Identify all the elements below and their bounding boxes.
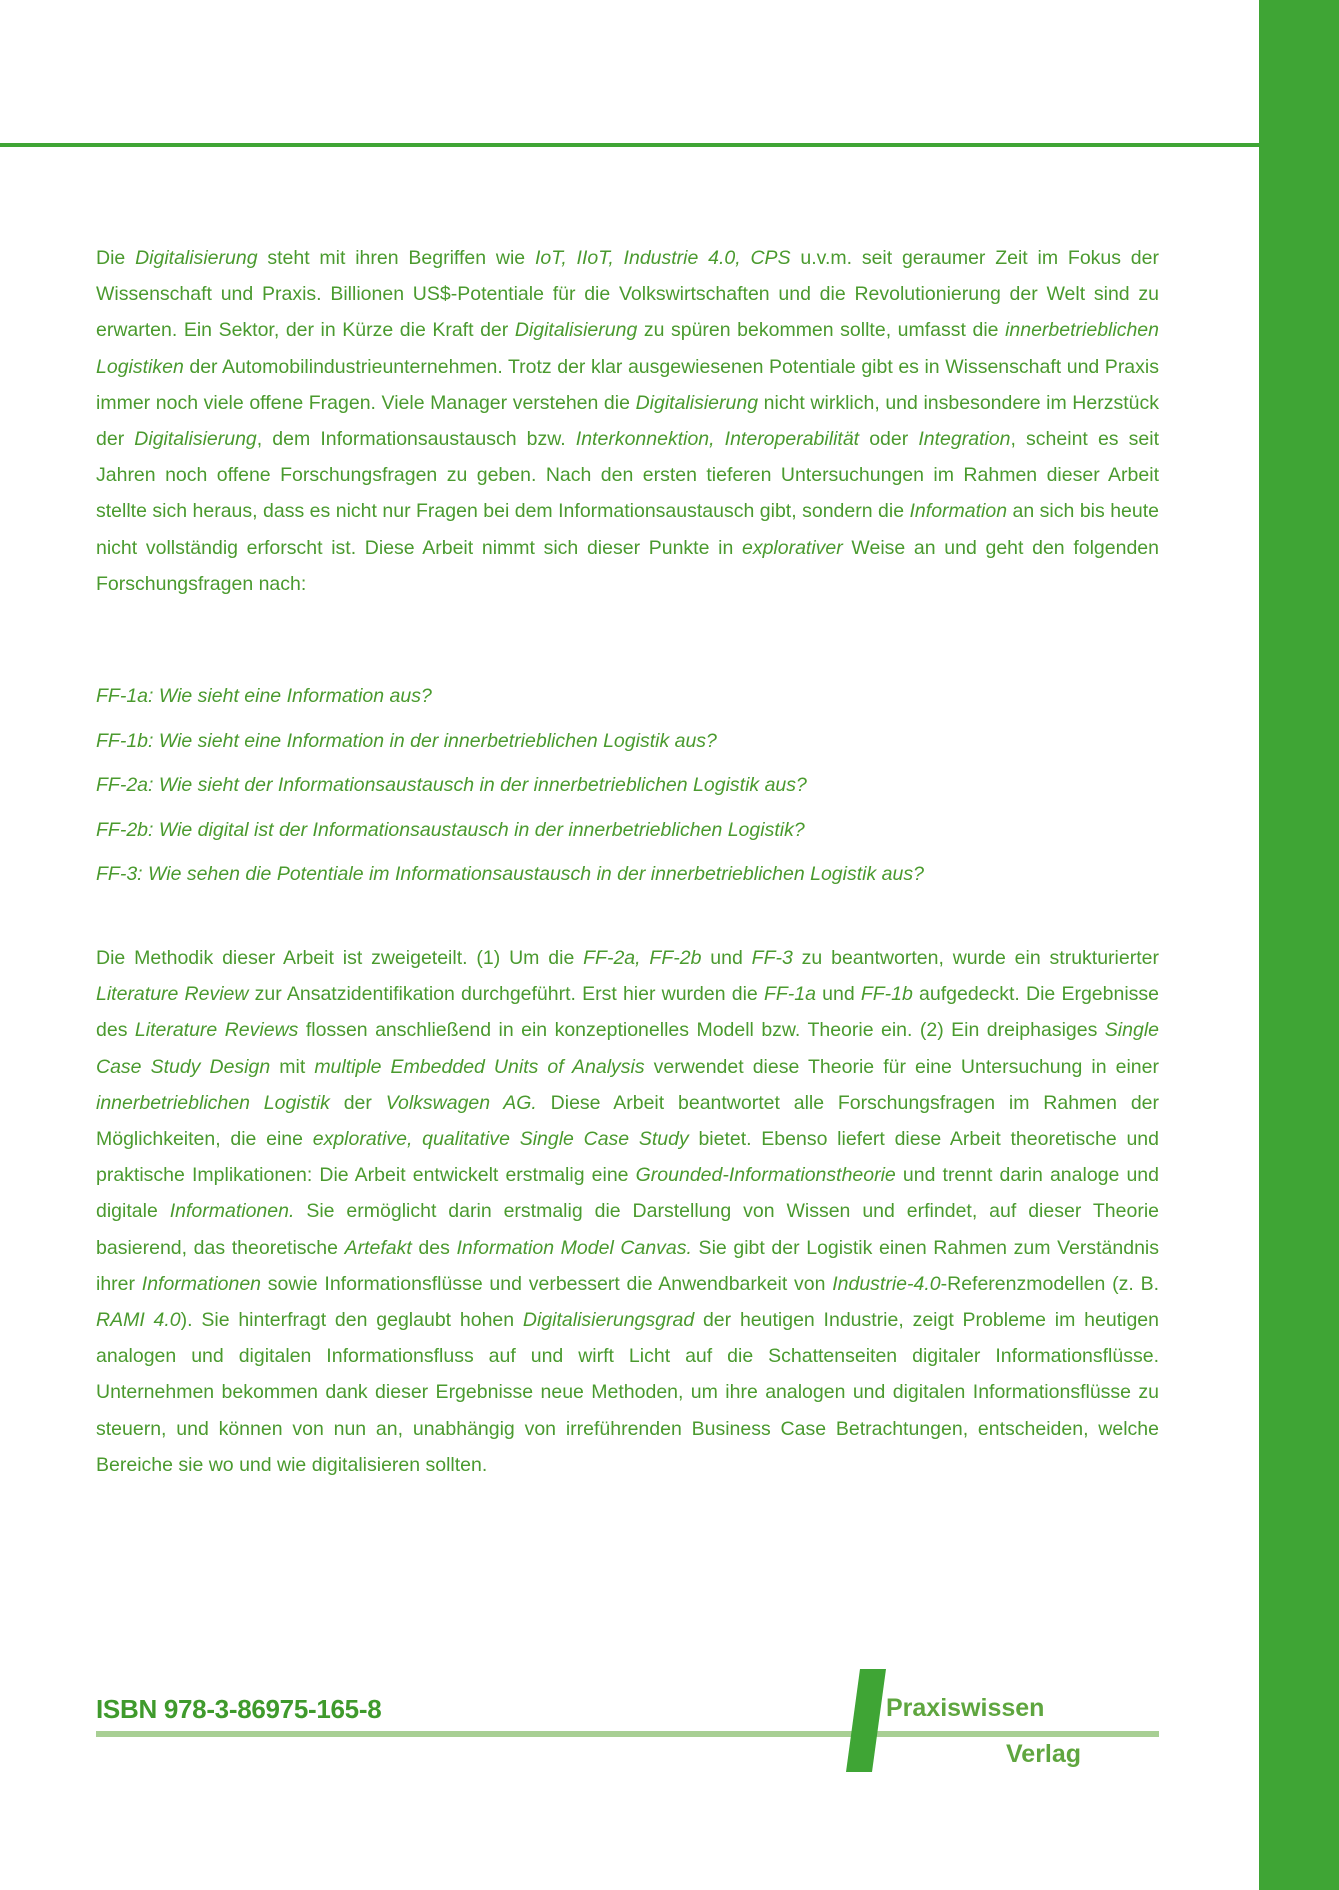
emphasized-text: FF-3 — [751, 947, 793, 969]
emphasized-text: Volkswagen AG. — [385, 1091, 537, 1114]
text-segment: -Referenzmodellen (z. B. — [940, 1272, 1159, 1295]
side-color-band — [1259, 0, 1339, 1890]
text-segment: , dem Informationsaustausch bzw. — [256, 428, 576, 451]
text-segment: der Automobilindustrieunternehmen. Trotz der klar ausgewiesenen Potentiale gibt es in Wissenschaft und Praxis immer noch viele offene Fragen. Viele Manager verstehen die — [96, 355, 1159, 414]
research-questions-list — [96, 674, 1159, 897]
text-segment: Die — [96, 247, 136, 269]
publisher-name-line2: Verlag — [1006, 1740, 1082, 1768]
emphasized-text: Literature Review — [96, 983, 249, 1006]
emphasized-text: FF-2a, FF-2b — [583, 947, 702, 969]
text-segment: des — [411, 1236, 457, 1259]
text-segment: mit — [270, 1055, 315, 1078]
emphasized-text: Information — [909, 500, 1008, 523]
bottom-divider — [96, 1731, 1159, 1737]
top-divider — [0, 143, 1259, 147]
emphasized-text: Digitalisierungsgrad — [522, 1309, 695, 1332]
text-segment: der heutigen Industrie, zeigt Probleme im heutigen analogen und digitalen Informationsfluss auf und wirft Licht auf die Schattenseiten digitaler Informationsflüsse. Unternehmen bekommen dank dieser Ergebnisse neue Methoden, um ihre analogen und digitalen Informationsflüsse zu steuern, und können von nun an, unabhängig von irreführenden Business Case Betrachtungen, entscheiden, welche Bereiche sie wo und wie digitalisieren sollten. — [96, 1309, 1159, 1476]
research-question: FF-2a: Wie sieht der Informationsaustausch in der innerbetrieblichen Logistik aus? — [96, 774, 807, 796]
emphasized-text: explorative, qualitative Single Case Study — [312, 1128, 689, 1151]
emphasized-text: RAMI 4.0 — [96, 1309, 181, 1332]
emphasized-text: innerbetrieblichen Logistiken — [96, 319, 1159, 378]
method-paragraph — [96, 940, 1159, 1483]
text-segment: verwendet diese Theorie für eine Untersuchung in einer — [644, 1055, 1159, 1078]
text-segment: Die Methodik dieser Arbeit ist zweigeteilt. (1) Um die — [96, 947, 584, 969]
emphasized-text: Artefakt — [344, 1236, 412, 1259]
emphasized-text: explorativer — [741, 536, 843, 559]
emphasized-text: Grounded-Informationstheorie — [635, 1164, 896, 1187]
text-segment: nicht wirklich, und insbesondere im Herzstück der — [96, 391, 1159, 451]
text-segment: Diese Arbeit beantwortet alle Forschungsfragen im Rahmen der Möglichkeiten, die eine — [96, 1091, 1159, 1151]
emphasized-text: Single Case Study Design — [96, 1019, 1160, 1078]
research-question: FF-1a: Wie sieht eine Information aus? — [96, 685, 432, 707]
text-segment: sowie Informationsflüsse und verbessert die Anwendbarkeit von — [261, 1272, 833, 1295]
text-segment: zur Ansatzidentifikation durchgeführt. Erst hier wurden die — [248, 983, 764, 1006]
emphasized-text: Interkonnektion, Interoperabilität — [575, 428, 860, 451]
text-segment: und — [815, 983, 861, 1006]
emphasized-text: FF-1b — [860, 983, 913, 1006]
emphasized-text: Industrie-4.0 — [832, 1272, 941, 1295]
text-segment: Weise an und geht den folgenden Forschungsfragen nach: — [96, 536, 1159, 595]
text-segment: oder — [859, 428, 919, 451]
publisher-logo-slash-icon — [846, 1669, 886, 1772]
research-question: FF-1b: Wie sieht eine Information in der innerbetrieblichen Logistik aus? — [96, 729, 717, 752]
emphasized-text: Digitalisierung — [135, 247, 258, 269]
emphasized-text: Information Model Canvas. — [456, 1236, 692, 1259]
emphasized-text: Informationen — [141, 1272, 262, 1295]
text-segment: und — [701, 947, 752, 969]
emphasized-text: FF-1a — [763, 983, 816, 1006]
text-segment: Sie gibt der Logistik einen Rahmen zum Verständnis ihrer — [96, 1236, 1159, 1295]
publisher-name-line1: Praxiswissen — [886, 1694, 1045, 1722]
emphasized-text: multiple Embedded Units of Analysis — [314, 1055, 645, 1078]
research-question: FF-2b: Wie digital ist der Informationsaustausch in der innerbetrieblichen Logistik? — [96, 818, 805, 841]
text-segment: u.v.m. seit geraumer Zeit im Fokus der Wissenschaft und Praxis. Billionen US$-Potentiale für die Volkswirtschaften und die Revolutionierung der Welt sind zu erwarten. Ein Sektor, der in Kürze die Kraft der — [96, 247, 1159, 342]
emphasized-text: innerbetrieblichen Logistik — [96, 1091, 330, 1114]
emphasized-text: Integration — [918, 428, 1011, 451]
emphasized-text: Informationen. — [169, 1200, 295, 1223]
text-segment: flossen anschließend in ein konzeptionelles Modell bzw. Theorie ein. (2) Ein dreiphasiges — [298, 1019, 1105, 1042]
text-segment: , scheint es seit Jahren noch offene Forschungsfragen zu geben. Nach den ersten tieferen Untersuchungen im Rahmen dieser Arbeit stellte sich heraus, dass es nicht nur Fragen bei dem Informationsaustausch gibt, sondern die — [96, 428, 1159, 523]
emphasized-text: Digitalisierung — [514, 319, 638, 342]
text-segment: an sich bis heute nicht vollständig erforscht ist. Diese Arbeit nimmt sich dieser Punkte in — [96, 500, 1160, 559]
isbn: ISBN 978-3-86975-165-8 — [96, 1694, 382, 1724]
emphasized-text: IoT, IIoT, Industrie 4.0, CPS — [534, 247, 791, 269]
text-segment: und trennt darin analoge und digitale — [96, 1164, 1159, 1223]
text-segment: Sie ermöglicht darin erstmalig die Darstellung von Wissen und erfindet, auf dieser Theorie basierend, das theoretische — [96, 1200, 1160, 1259]
text-segment: zu beantworten, wurde ein strukturierter — [792, 947, 1159, 969]
emphasized-text: Digitalisierung — [635, 391, 759, 414]
emphasized-text: Digitalisierung — [134, 428, 257, 451]
text-segment: ). Sie hinterfragt den geglaubt hohen — [180, 1309, 523, 1332]
emphasized-text: Literature Reviews — [134, 1019, 299, 1042]
text-segment: steht mit ihren Begriffen wie — [257, 247, 535, 269]
text-segment: der — [329, 1091, 386, 1114]
intro-paragraph — [96, 240, 1159, 602]
text-segment: zu spüren bekommen sollte, umfasst die — [637, 319, 1006, 342]
text-segment: aufgedeckt. Die Ergebnisse des — [96, 983, 1160, 1042]
research-question: FF-3: Wie sehen die Potentiale im Informationsaustausch in der innerbetrieblichen Logistik aus? — [96, 863, 924, 885]
text-segment: bietet. Ebenso liefert diese Arbeit theoretische und praktische Implikationen: Die Arbeit entwickelt erstmalig eine — [96, 1128, 1159, 1187]
